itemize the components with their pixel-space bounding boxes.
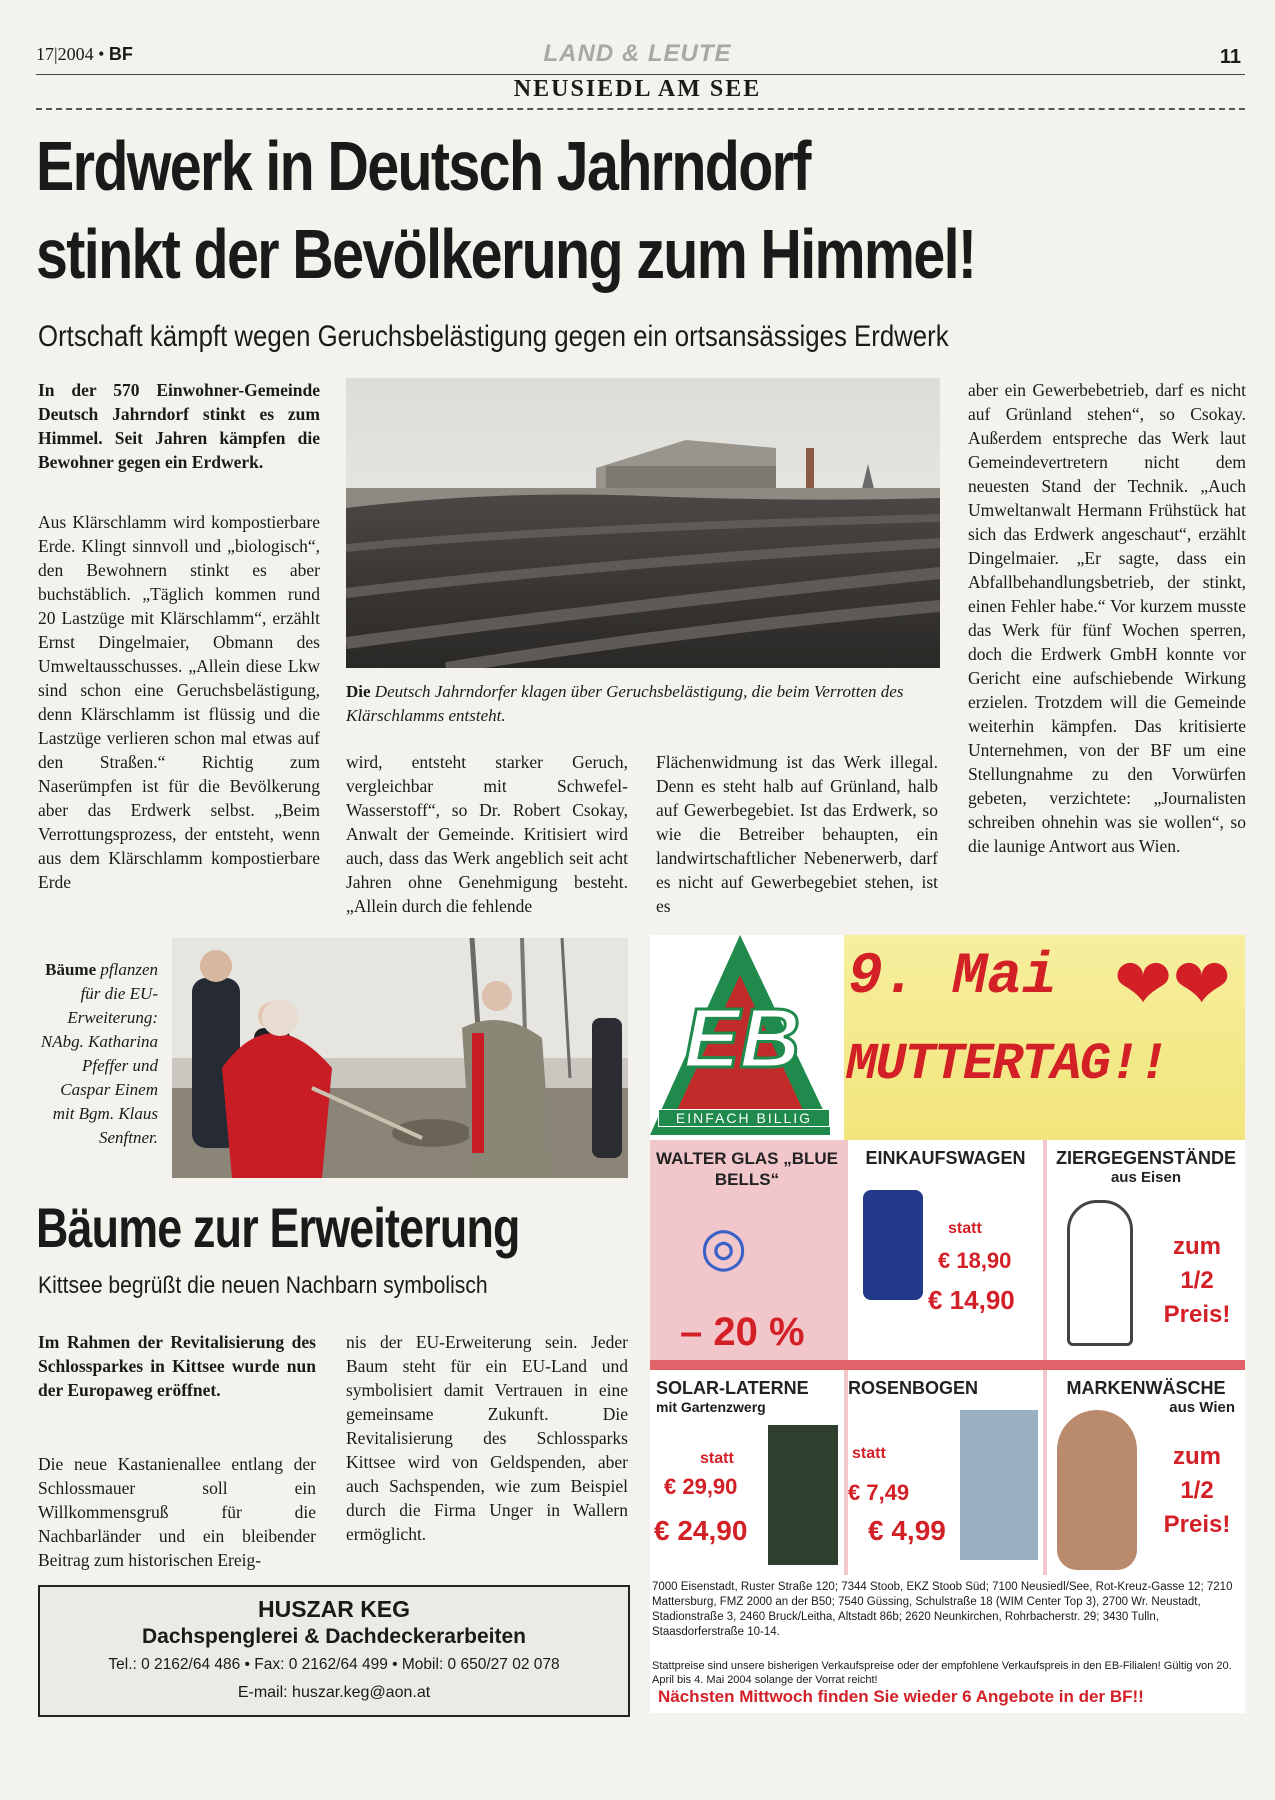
header-divider xyxy=(36,108,1245,110)
eb-logo-text: EB xyxy=(683,991,801,1085)
eb-banner xyxy=(844,935,1245,1140)
second-headline: Bäume zur Erweiterung xyxy=(36,1196,520,1259)
eb-product-3-extra: aus Eisen xyxy=(1110,1169,1182,1186)
compost-field-photo xyxy=(346,378,940,668)
huszar-email: E-mail: huszar.keg@aon.at xyxy=(237,1684,431,1701)
article-column-1: Aus Klärschlamm wird kompostierbare Erde. Klingt sinnvoll und „biologisch“, den Bewohnern stinkt es aber buchstäblich. „Täglich kommen rund 20 Lastzüge mit Klärschlamm“, erzählt Ernst Dingelmaier, Obmann des Umweltausschusses. „Allein diese Lkw sind schon eine Geruchsbelästigung, denn Klärschlamm ist flüssig und die Lastzüge verlieren schon mal etwas auf den Straßen.“ Richtig zum Naserümpfen ist für die Bevölkerung aber das Erdwerk selbst. „Beim Verrottungsprozess, der entsteht, wenn aus dem Klärschlamm kompostierbare Erde xyxy=(38,512,320,892)
glass-icon: ◎ xyxy=(700,1217,748,1277)
eb-price-note: Stattpreise sind unsere bisherigen Verkaufspreise oder der empfohlene Verkaufspreis in den EB-Filialen! Gültig von 20. April bis 4. Mai 2004 solange der Vorrat reicht! xyxy=(652,1660,1232,1686)
issue-label: 17|2004 • BF xyxy=(36,44,133,64)
lead-paragraph: In der 570 Einwohner-Gemeinde Deutsch Jahrndorf stinkt es zum Himmel. Seit Jahren kämpfen die Bewohner gegen ein Erdwerk. xyxy=(38,380,320,472)
eb-product-4-statt: statt xyxy=(700,1450,734,1467)
photo-caption-1: Die Deutsch Jahrndorfer klagen über Geruchsbelästigung, die beim Verrotten des Klärschlamms entsteht. xyxy=(346,682,904,725)
rose-arch-box-icon xyxy=(960,1410,1038,1560)
eb-product-6-extra: aus Wien xyxy=(1169,1399,1235,1416)
eb-date: 9. Mai xyxy=(848,945,1057,1010)
huszar-service: Dachspenglerei & Dachdeckerarbeiten xyxy=(142,1625,526,1648)
page-number: 11 xyxy=(1219,46,1241,68)
second-column-1: Die neue Kastanienallee entlang der Schlossmauer soll ein Willkommensgruß für die Nachbarländer und ein bleibender Beitrag zum historischen Ereig- xyxy=(38,1454,316,1570)
second-column-2: nis der EU-Erweiterung sein. Jeder Baum steht für ein EU-Land und symbolisiert damit Vertrauen in eine gemeinsame Zukunft. Die Revitalisierung des Schlossparks Kittsee wird von Geldspenden, aber auch Sachspenden, wie zum Beispiel durch die Firma Unger in Wallern ermöglicht. xyxy=(346,1332,628,1544)
header-rule xyxy=(36,74,1245,75)
eb-product-5-old: € 7,49 xyxy=(848,1480,910,1505)
eb-product-4-price: € 24,90 xyxy=(654,1515,748,1546)
second-lead: Im Rahmen der Revitalisierung des Schlossparkes in Kittsee wurde nun der Europaweg eröffnet. xyxy=(38,1332,316,1400)
lantern-box-icon xyxy=(768,1425,838,1565)
huszar-ad xyxy=(38,1585,630,1717)
photo-caption-2: Bäume pflanzen für die EU-Erweiterung: NAbg. Katharina Pfeffer und Caspar Einem mit Bgm. Klaus Senftner. xyxy=(40,960,158,1147)
ornament-icon xyxy=(1067,1200,1133,1346)
heart-icon: ❤❤ xyxy=(1113,945,1231,1023)
eb-product-4 xyxy=(650,1370,844,1575)
eb-logo xyxy=(650,935,830,1140)
eb-footer: Nächsten Mittwoch finden Sie wieder 6 Angebote in der BF!! xyxy=(658,1687,1144,1706)
eb-product-4-old: € 29,90 xyxy=(664,1474,738,1499)
huszar-phones: Tel.: 0 2162/64 486 • Fax: 0 2162/64 499 • Mobil: 0 650/27 02 078 xyxy=(108,1656,560,1673)
eb-store-list: 7000 Eisenstadt, Ruster Straße 120; 7344 Stoob, EKZ Stoob Süd; 7100 Neusiedl/See, Rot-Kreuz-Gasse 12; 7210 Mattersburg, FMZ 2000 an der B50; 7540 Güssing, Schulstraße 18 (WIM Center Top 3), 2700 Wr. Neustadt, Stadionstraße 3, 2460 Bruck/Leitha, Altstadt 86b; 2620 Neunkirchen, Rohrbacherstr. 29; 3430 Tulln, Staasdorferstraße 10-14. xyxy=(652,1581,1233,1638)
eb-product-1 xyxy=(650,1140,844,1360)
eb-event: MUTTERTAG!! xyxy=(846,1035,1168,1094)
eb-product-1-price: – 20 % xyxy=(680,1310,805,1354)
eb-divider xyxy=(650,1360,1245,1370)
eb-product-2 xyxy=(848,1140,1043,1360)
eb-product-2-name: EINKAUFSWAGEN xyxy=(865,1148,1026,1168)
eb-product-4-extra: mit Gartenzwerg xyxy=(656,1399,766,1415)
eb-product-5-name: ROSENBOGEN xyxy=(848,1378,979,1398)
article-column-4: aber ein Gewerbebetrieb, darf es nicht auf Grünland stehen“, so Csokay. Außerdem entspreche das Werk laut Gemeindevertretern nicht dem neuesten Stand der Technik. „Auch Umweltanwalt Hermann Frühstück hat sich das Erdwerk angeschaut“, erzählt Dingelmaier. „Er sagte, dass ein Abfallbehandlungsbetrieb, der stinkt, einen Fehler habe.“ Vor kurzem musste das Werk für fünf Wochen sperren, doch die Erdwerk GmbH konnte vor Gericht eine aufschiebende Wirkung erzielen. Trotzdem will die Gemeinde weiterhin kämpfen. Das kritisierte Unternehmen, von der BF um eine Stellungnahme zu den Vorwürfen gebeten, verzichtete: „Journalisten schreiben ohnehin was sie wollen“, so die launige Antwort aus Wien. xyxy=(968,380,1246,856)
eb-advertisement xyxy=(650,935,1245,1713)
eb-product-2-price: € 14,90 xyxy=(928,1285,1015,1315)
article-column-3: Flächenwidmung ist das Werk illegal. Denn es steht halb auf Grünland, halb auf Gewerbegebiet. Ist das Erdwerk, so wie die Betreiber behaupten, ein landwirtschaftlicher Nebenerwerb, darf es nicht auf Gewerbegebiet stehen, ist es xyxy=(656,752,938,916)
cart-icon xyxy=(863,1190,923,1300)
eb-product-3-price: zum 1/2 Preis! xyxy=(1163,1233,1231,1328)
eb-product-6-price: zum 1/2 Preis! xyxy=(1163,1443,1231,1538)
eb-product-3 xyxy=(1047,1140,1245,1360)
huszar-name: HUSZAR KEG xyxy=(257,1596,411,1622)
eb-product-2-old: € 18,90 xyxy=(938,1248,1012,1273)
eb-product-2-statt: statt xyxy=(948,1220,982,1237)
main-headline: Erdwerk in Deutsch Jahrndorf stinkt der Bevölkerung zum Himmel! xyxy=(36,127,976,293)
main-subheadline: Ortschaft kämpft wegen Geruchsbelästigung gegen ein ortsansässiges Erdwerk xyxy=(38,320,949,353)
eb-product-4-name: SOLAR-LATERNE xyxy=(656,1378,809,1398)
eb-product-6-name: MARKENWÄSCHE xyxy=(1066,1378,1226,1398)
section-title: LAND & LEUTE xyxy=(543,40,732,67)
eb-product-5 xyxy=(848,1370,1043,1575)
eb-product-5-statt: statt xyxy=(852,1445,886,1462)
eb-product-1-name: WALTER GLAS „BLUE BELLS“ xyxy=(656,1149,838,1189)
second-subheadline: Kittsee begrüßt die neuen Nachbarn symbolisch xyxy=(38,1272,488,1299)
lingerie-model-photo xyxy=(1057,1410,1137,1570)
article-column-2: wird, entsteht starker Geruch, vergleichbar mit Schwefel-Wasserstoff“, so Dr. Robert Csokay, Anwalt der Gemeinde. Kritisiert wird auch, dass das Werk angeblich seit acht Jahren ohne Genehmigung besteht. „Allein durch die fehlende xyxy=(346,752,628,916)
eb-product-5-price: € 4,99 xyxy=(868,1515,946,1546)
eb-product-6 xyxy=(1047,1370,1245,1575)
eb-product-3-name: ZIERGEGENSTÄNDE xyxy=(1055,1148,1237,1168)
region-title: NEUSIEDL AM SEE xyxy=(513,76,762,102)
tree-planting-photo xyxy=(172,938,628,1178)
eb-tagline: EINFACH BILLIG xyxy=(658,1109,830,1127)
